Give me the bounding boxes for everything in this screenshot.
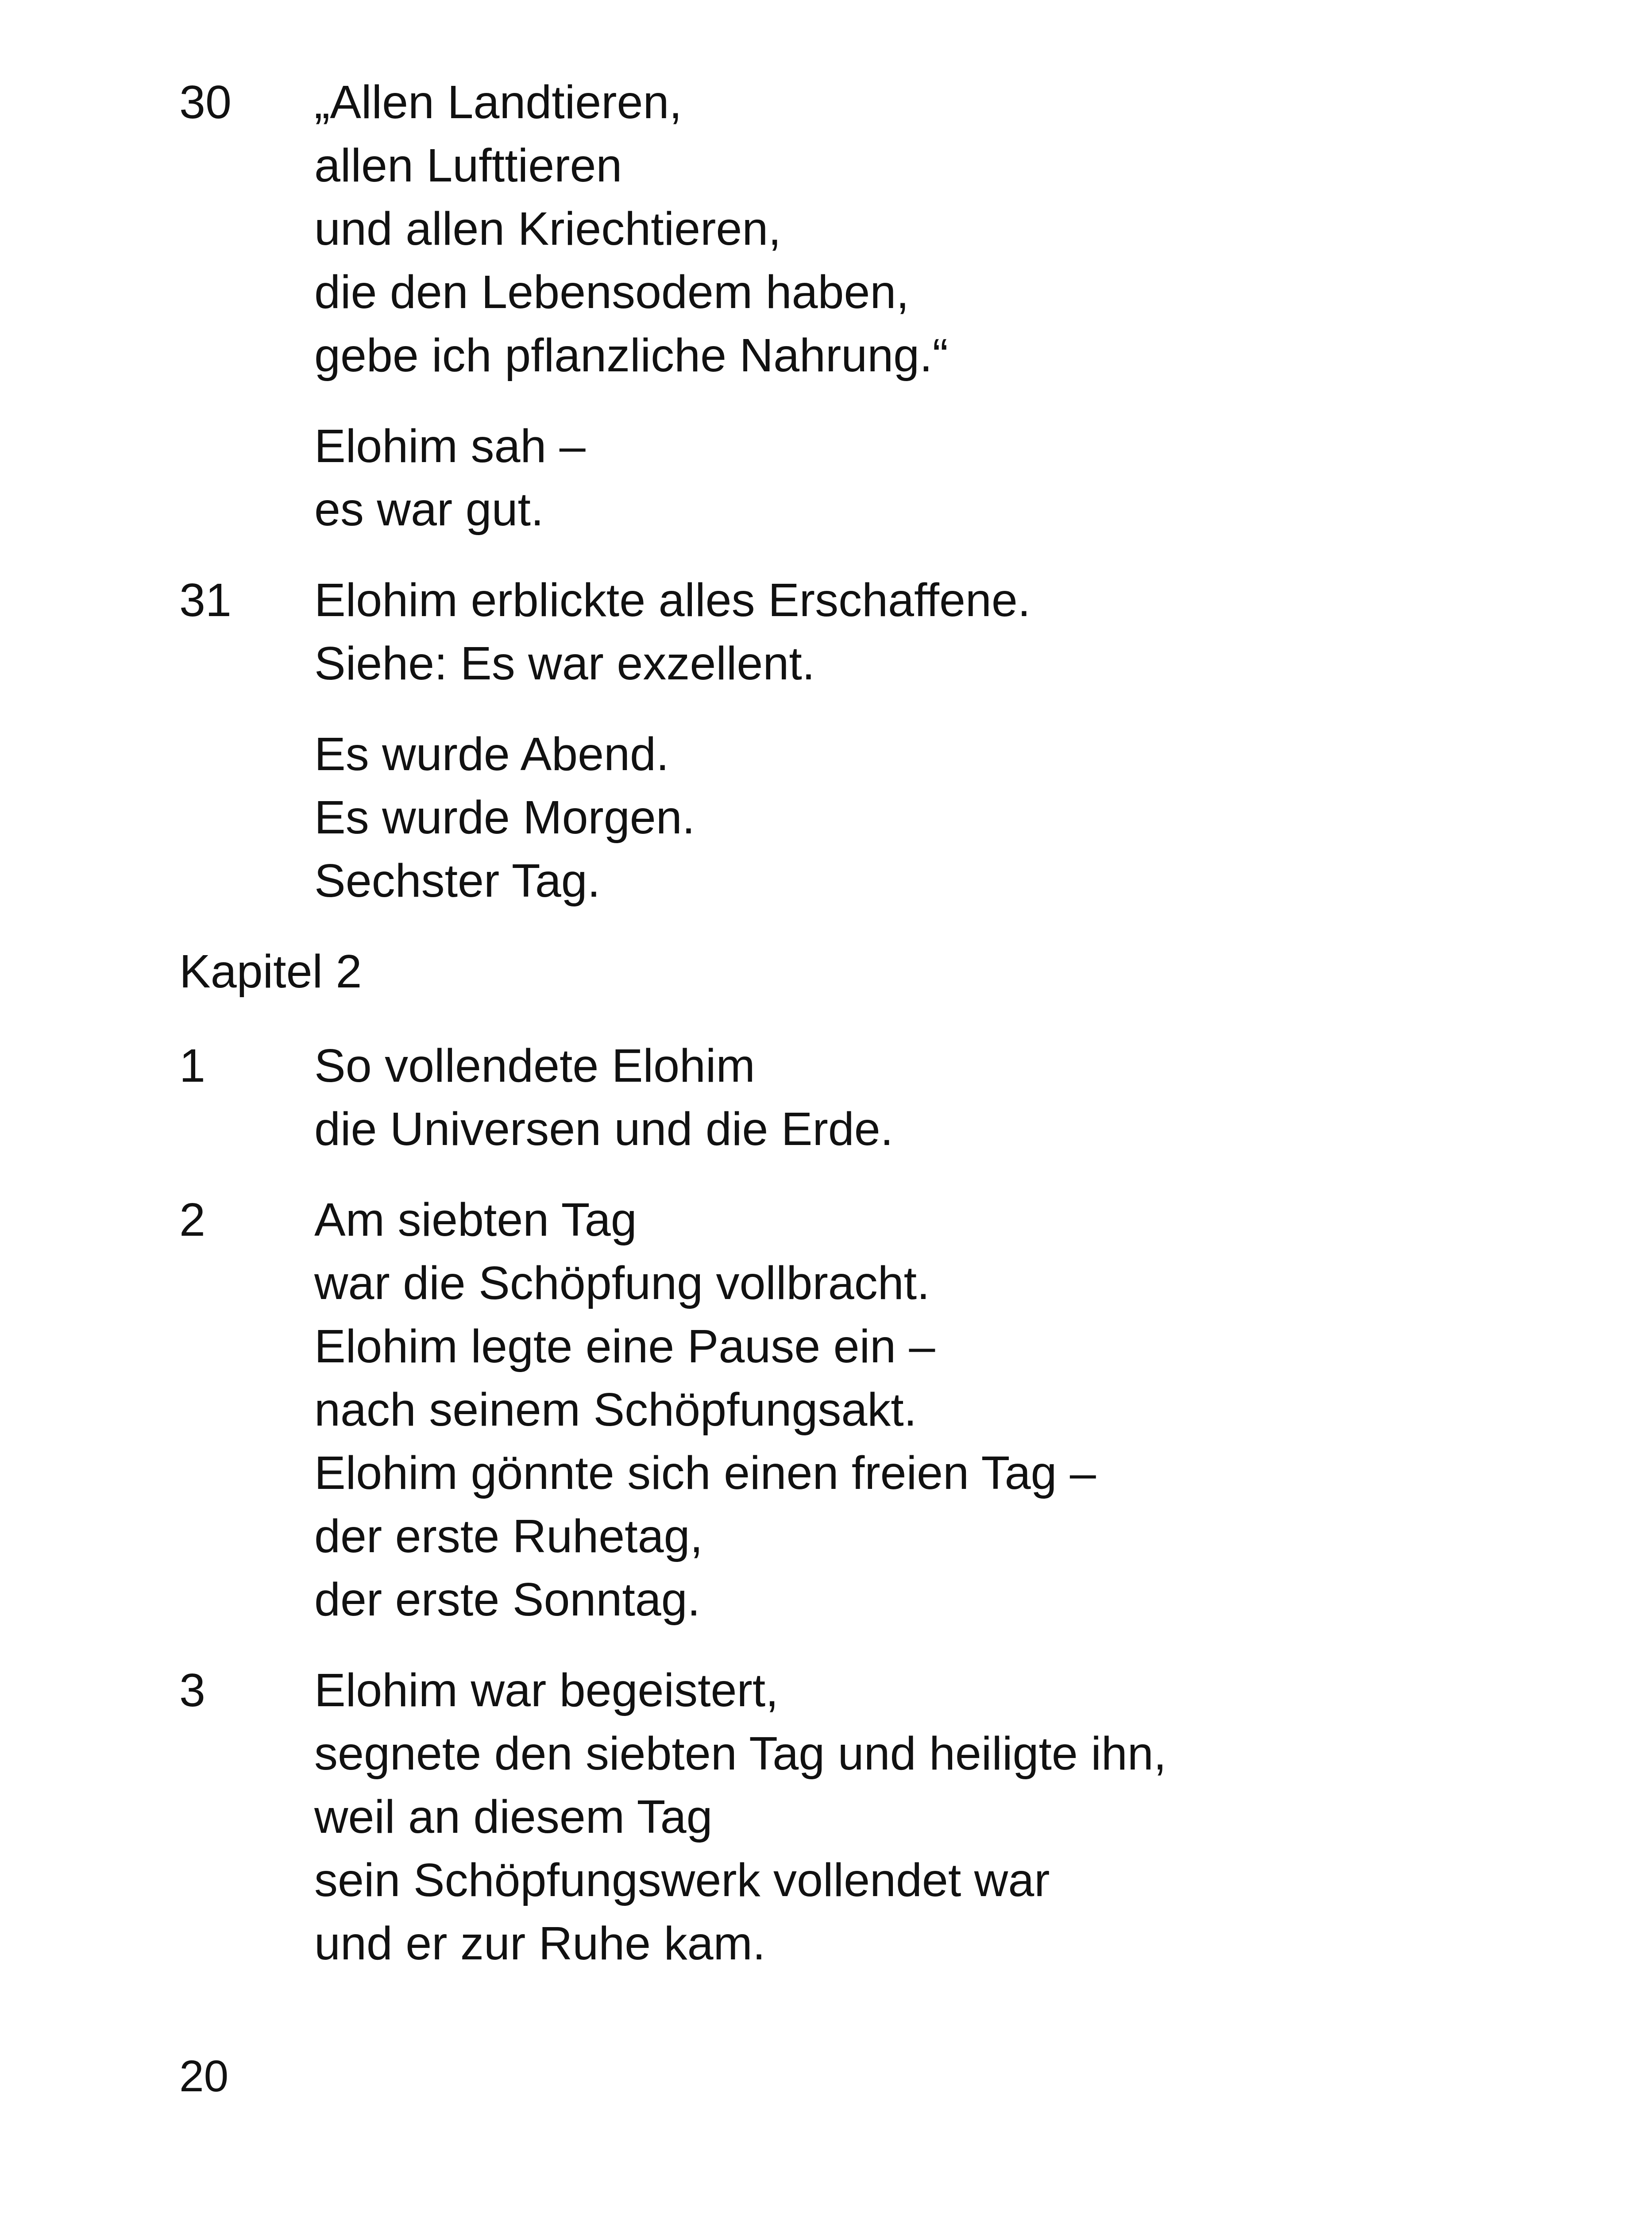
stanza <box>314 723 1507 913</box>
verse-line: der erste Ruhetag, <box>314 1510 703 1562</box>
verse-line: nach seinem Schöpfungsakt. <box>314 1384 917 1436</box>
verse-line: sein Schöpfungswerk vollendet war <box>314 1854 1050 1906</box>
verse-line: So vollendete Elohim <box>314 1040 755 1092</box>
verse-line: „Allen Landtieren, <box>314 76 682 128</box>
page-number: 20 <box>179 2051 229 2101</box>
verse-number: 31 <box>179 574 232 626</box>
verse-text <box>314 71 1507 541</box>
verse-text <box>314 1034 1507 1161</box>
stanza <box>314 1188 1507 1631</box>
verse-line: es war gut. <box>314 483 544 536</box>
verse-line: Es wurde Abend. <box>314 728 669 780</box>
verse-text <box>314 1659 1507 1975</box>
verse-line: der erste Sonntag. <box>314 1573 701 1626</box>
stanza <box>314 569 1507 695</box>
verse-3 <box>179 1659 1507 1975</box>
chapter-heading: Kapitel 2 <box>179 945 362 998</box>
verse-line: Elohim gönnte sich einen freien Tag – <box>314 1447 1096 1499</box>
verse-line: Elohim sah – <box>314 420 586 472</box>
stanza <box>314 1034 1507 1161</box>
verse-30 <box>179 71 1507 541</box>
verse-31 <box>179 569 1507 913</box>
verse-line: Siehe: Es war exzellent. <box>314 637 815 690</box>
verse-2 <box>179 1188 1507 1631</box>
verse-line: gebe ich pflanzliche Nahrung.“ <box>314 329 948 382</box>
verse-line: weil an diesem Tag <box>314 1791 713 1843</box>
verse-line: Am siebten Tag <box>314 1194 637 1246</box>
verse-text <box>314 569 1507 913</box>
verse-1 <box>179 1034 1507 1161</box>
verse-line: Sechster Tag. <box>314 855 601 907</box>
verse-line: segnete den siebten Tag und heiligte ihn, <box>314 1727 1167 1780</box>
verse-line: die den Lebensodem haben, <box>314 266 909 318</box>
verse-line: und er zur Ruhe kam. <box>314 1917 766 1970</box>
verse-line: Es wurde Morgen. <box>314 791 695 844</box>
verse-line: allen Lufttieren <box>314 139 622 192</box>
verse-line: die Universen und die Erde. <box>314 1103 894 1155</box>
stanza <box>314 415 1507 541</box>
stanza <box>314 1659 1507 1975</box>
verse-line: und allen Kriechtieren, <box>314 203 781 255</box>
stanza <box>314 71 1507 387</box>
verse-text <box>314 1188 1507 1631</box>
page-content <box>179 71 1507 2003</box>
verse-number: 1 <box>179 1040 205 1092</box>
verse-line: war die Schöpfung vollbracht. <box>314 1257 930 1309</box>
verse-number: 30 <box>179 76 232 128</box>
verse-number: 3 <box>179 1664 205 1716</box>
verse-number: 2 <box>179 1194 205 1246</box>
verse-line: Elohim legte eine Pause ein – <box>314 1320 935 1373</box>
verse-line: Elohim erblickte alles Erschaffene. <box>314 574 1031 626</box>
verse-line: Elohim war begeistert, <box>314 1664 779 1716</box>
